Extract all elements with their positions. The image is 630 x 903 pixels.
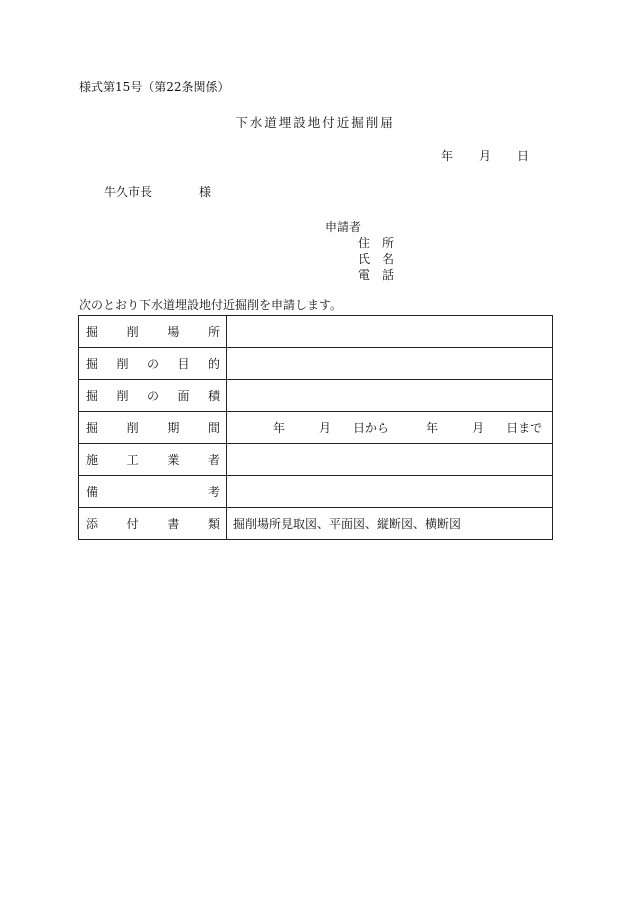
row-label-char: 目 <box>177 357 190 371</box>
row-label-char: 面 <box>177 389 190 403</box>
row-value[interactable] <box>227 380 553 412</box>
date-month: 月 <box>479 149 492 163</box>
row-label-char: の <box>146 389 159 403</box>
row-label-char: 添 <box>86 517 99 531</box>
row-label-char: 者 <box>207 453 220 467</box>
intro-text: 次のとおり下水道埋設地付近掘削を申請します。 <box>79 298 343 312</box>
row-label-char: 削 <box>126 421 139 435</box>
row-label-char: 類 <box>207 517 220 531</box>
form-number: 様式第15号（第22条関係） <box>79 80 230 94</box>
date-line <box>441 150 529 162</box>
row-label-char: 削 <box>116 389 129 403</box>
row-label-char: 書 <box>167 517 180 531</box>
row-value[interactable] <box>227 412 553 444</box>
table-row <box>79 412 553 444</box>
row-value[interactable] <box>227 444 553 476</box>
row-value[interactable] <box>227 476 553 508</box>
application-table <box>78 315 553 540</box>
applicant-address-label: 住 所 <box>358 236 395 250</box>
row-value[interactable] <box>227 316 553 348</box>
row-label <box>79 380 227 412</box>
row-label-char: 間 <box>207 421 220 435</box>
date-year: 年 <box>441 149 454 163</box>
period-y1: 年 <box>273 421 286 435</box>
addressee <box>104 186 211 198</box>
row-label-char: 的 <box>207 357 220 371</box>
table-row <box>79 476 553 508</box>
table-row <box>79 316 553 348</box>
row-label-char: 掘 <box>86 325 99 339</box>
row-label-char: の <box>146 357 159 371</box>
date-day: 日 <box>517 149 530 163</box>
row-label-char: 掘 <box>86 357 99 371</box>
period-y2: 年 <box>426 421 439 435</box>
form-title: 下水道埋設地付近掘削届 <box>235 115 395 130</box>
row-value[interactable] <box>227 508 553 540</box>
row-label <box>79 316 227 348</box>
row-label-char: 場 <box>167 325 180 339</box>
addressee-honorific: 様 <box>199 185 212 199</box>
row-label-char: 業 <box>167 453 180 467</box>
row-label-char: 所 <box>207 325 220 339</box>
period-m1: 月 <box>319 421 332 435</box>
table-row <box>79 444 553 476</box>
row-label-char: 期 <box>167 421 180 435</box>
row-value[interactable] <box>227 348 553 380</box>
applicant-name-label: 氏 名 <box>358 252 395 266</box>
applicant-phone-label: 電 話 <box>358 268 395 282</box>
period-d2: 日まで <box>506 421 543 435</box>
table-row <box>79 380 553 412</box>
row-label-char: 削 <box>126 325 139 339</box>
row-label <box>79 348 227 380</box>
row-label <box>79 508 227 540</box>
addressee-name: 牛久市長 <box>104 185 153 199</box>
table-row <box>79 348 553 380</box>
row-label-char: 備 <box>86 485 99 499</box>
applicant-label: 申請者 <box>325 220 362 234</box>
row-label-char: 削 <box>116 357 129 371</box>
row-label-char: 工 <box>126 453 139 467</box>
row-label-char: 掘 <box>86 389 99 403</box>
row-label-char: 考 <box>207 485 220 499</box>
row-label <box>79 476 227 508</box>
row-label-char: 施 <box>86 453 99 467</box>
row-label <box>79 412 227 444</box>
row-label-char: 付 <box>126 517 139 531</box>
row-label-char: 掘 <box>86 421 99 435</box>
period-m2: 月 <box>472 421 485 435</box>
period-d1: 日から <box>353 421 390 435</box>
row-value-text: 掘削場所見取図、平面図、縦断図、横断図 <box>233 517 462 531</box>
table-row <box>79 508 553 540</box>
row-label-char: 積 <box>207 389 220 403</box>
row-label <box>79 444 227 476</box>
